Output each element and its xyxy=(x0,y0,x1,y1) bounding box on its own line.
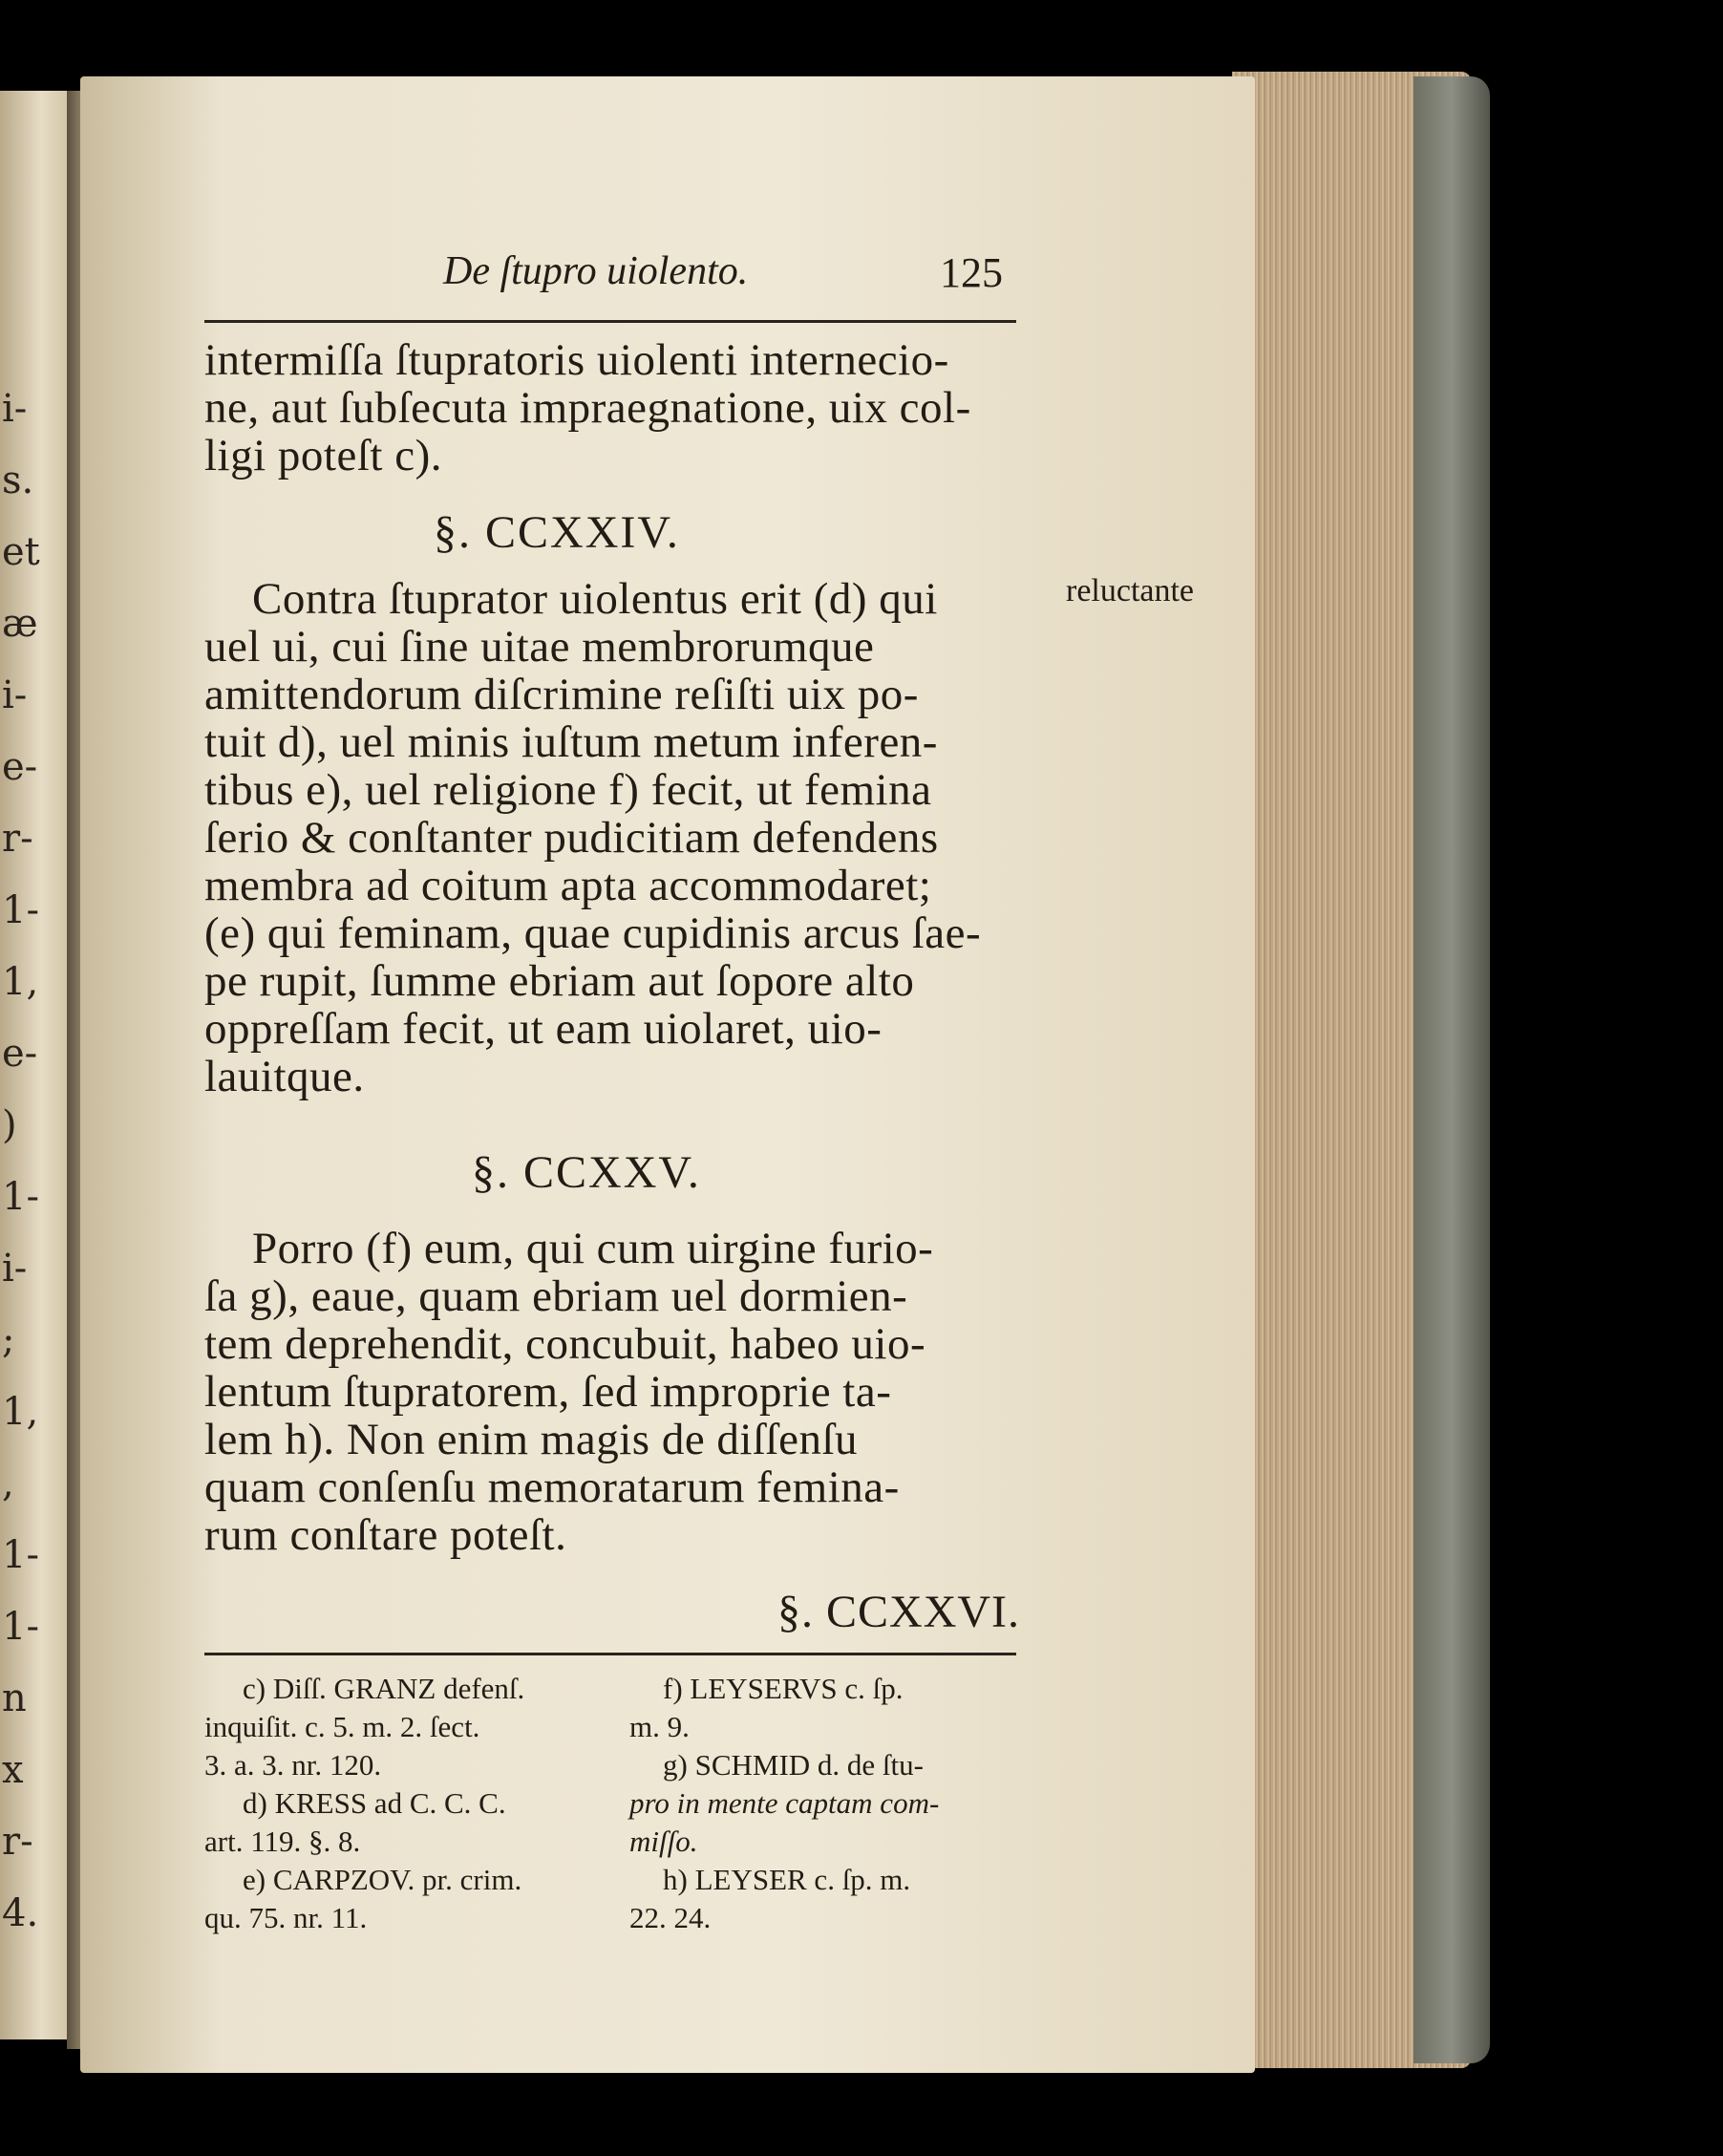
previous-page-fragment: æ xyxy=(2,602,38,646)
catchword: §. CCXXVI. xyxy=(777,1587,1021,1637)
margin-note: reluctante xyxy=(1066,573,1195,608)
body-line: ne, aut ſubſecuta impraegnatione, uix col- xyxy=(204,383,971,433)
footnote-line: e) CARPZOV. pr. crim. xyxy=(243,1863,522,1896)
body-line: ſa g), eaue, quam ebriam uel dormien- xyxy=(204,1271,908,1321)
header-rule xyxy=(204,320,1016,323)
body-line: Contra ſtuprator uiolentus erit (d) qui xyxy=(252,574,938,624)
previous-page-fragment: r- xyxy=(2,1820,33,1864)
previous-page-fragment: n xyxy=(2,1676,27,1720)
previous-page-fragment: 4. xyxy=(2,1891,39,1935)
previous-page-fragment: et xyxy=(2,530,40,574)
running-header xyxy=(204,248,1035,306)
body-line: tuit d), uel minis iuſtum metum inferen- xyxy=(204,717,938,767)
section-heading-224: §. CCXXIV. xyxy=(434,507,680,558)
footnote-line: 3. a. 3. nr. 120. xyxy=(204,1748,382,1782)
body-line: intermiſſa ſtupratoris uiolenti internecio- xyxy=(204,335,949,385)
body-line: (e) qui feminam, quae cupidinis arcus ſae- xyxy=(204,908,982,958)
previous-page-fragment: s. xyxy=(2,459,34,502)
footnote-line: f) LEYSERVS c. ſp. xyxy=(663,1672,904,1705)
previous-page-fragment: 1- xyxy=(2,888,39,932)
footnote-line: g) SCHMID d. de ſtu- xyxy=(663,1748,924,1782)
book-cover-edge xyxy=(1414,76,1490,2063)
footnote-line: miſſo. xyxy=(629,1825,698,1858)
footnote-line: d) KRESS ad C. C. C. xyxy=(243,1786,506,1820)
footnote-line: h) LEYSER c. ſp. m. xyxy=(663,1863,911,1896)
book-page xyxy=(80,76,1255,2073)
previous-page-fragment: r- xyxy=(2,817,33,861)
previous-page-fragment: ) xyxy=(2,1103,17,1147)
body-line: tem deprehendit, concubuit, habeo uio- xyxy=(204,1319,926,1369)
previous-page-fragment: 1- xyxy=(2,1605,39,1649)
body-line: uel ui, cui ſine uitae membrorumque xyxy=(204,622,875,672)
previous-page-fragment: x xyxy=(2,1748,24,1792)
footnote-line: qu. 75. nr. 11. xyxy=(204,1901,368,1934)
body-line: lem h). Non enim magis de diſſenſu xyxy=(204,1415,859,1464)
footnote-rule xyxy=(204,1653,1016,1655)
previous-page-fragment: , xyxy=(2,1462,14,1505)
footnote-line: art. 119. §. 8. xyxy=(204,1825,361,1858)
previous-page-fragment: 1, xyxy=(2,960,39,1004)
footnote-line: inquiſit. c. 5. m. 2. ſect. xyxy=(204,1710,480,1743)
previous-page-fragment: i- xyxy=(2,673,28,717)
body-line: ſerio & conſtanter pudicitiam defendens xyxy=(204,813,939,863)
page-number: 125 xyxy=(940,249,1003,296)
body-line: pe rupit, ſumme ebriam aut ſopore alto xyxy=(204,956,915,1006)
previous-page-fragment: 1- xyxy=(2,1533,39,1577)
previous-page-fragment: e- xyxy=(2,745,38,789)
body-line: rum conſtare poteſt. xyxy=(204,1510,567,1560)
body-line: oppreſſam fecit, ut eam uiolaret, uio- xyxy=(204,1004,883,1054)
body-line: lentum ſtupratorem, ſed improprie ta- xyxy=(204,1367,892,1417)
body-line: tibus e), uel religione f) fecit, ut femina xyxy=(204,765,932,815)
footnote-line: pro in mente captam com- xyxy=(629,1786,940,1820)
body-line: quam conſenſu memoratarum femina- xyxy=(204,1462,900,1512)
body-line: ligi poteſt c). xyxy=(204,431,442,480)
previous-page-fragment: ; xyxy=(2,1318,15,1362)
body-line: amittendorum diſcrimine reſiſti uix po- xyxy=(204,670,919,719)
previous-page-fragment: i- xyxy=(2,387,28,431)
footnote-line: m. 9. xyxy=(629,1710,690,1743)
footnote-line: c) Diſſ. GRANZ defenſ. xyxy=(243,1672,525,1705)
section-heading-225: §. CCXXV. xyxy=(472,1147,701,1198)
previous-page-fragment: 1- xyxy=(2,1175,39,1219)
footnote-line: 22. 24. xyxy=(629,1901,712,1934)
previous-page-fragment: i- xyxy=(2,1247,28,1291)
running-title: De ſtupro uiolento. xyxy=(443,249,749,293)
body-line: membra ad coitum apta accommodaret; xyxy=(204,861,932,910)
previous-page-fragment: 1, xyxy=(2,1390,39,1434)
body-line: Porro (f) eum, qui cum uirgine furio- xyxy=(252,1224,934,1273)
previous-page-fragment: e- xyxy=(2,1032,38,1076)
body-line: lauitque. xyxy=(204,1052,365,1101)
previous-page-edge xyxy=(0,91,74,2039)
